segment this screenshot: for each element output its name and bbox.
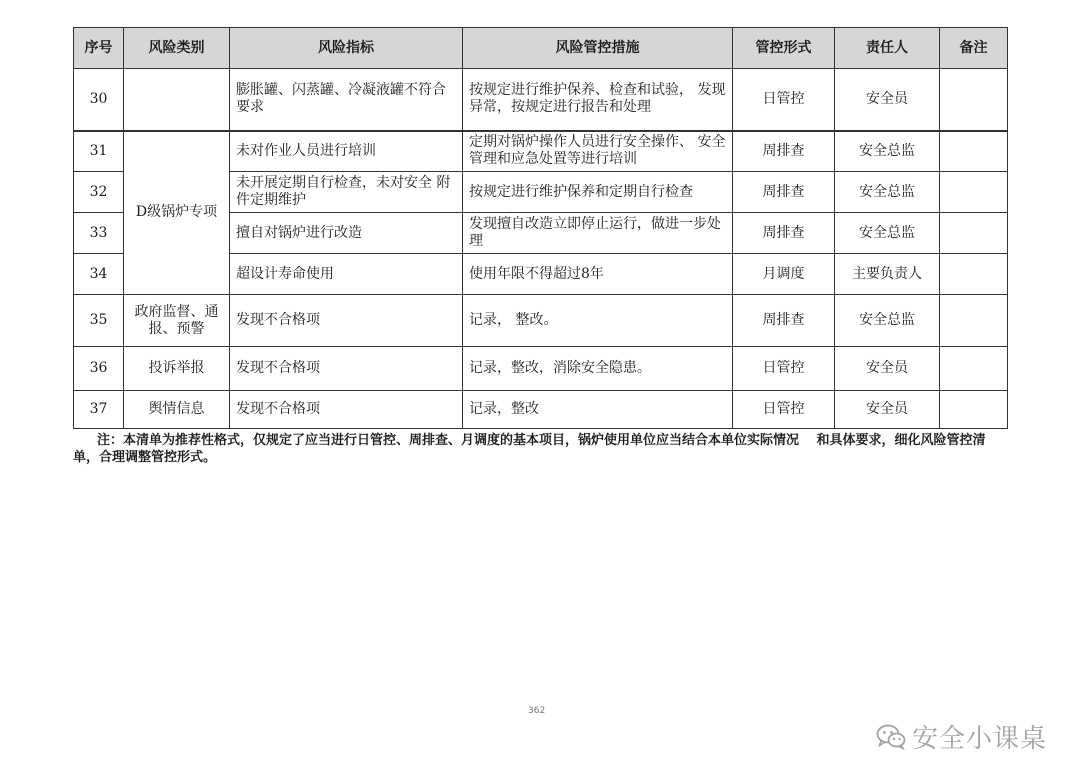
row-indicator: 未开展定期自行检查，未对安全 附件定期维护 xyxy=(230,172,463,213)
row-responsible: 安全总监 xyxy=(835,213,940,254)
header-measure: 风险管控措施 xyxy=(463,28,733,69)
table-header-row xyxy=(74,28,1008,69)
header-form: 管控形式 xyxy=(733,28,835,69)
row-remark xyxy=(940,172,1008,213)
row-measure: 发现擅自改造立即停止运行，做进一步处理 xyxy=(463,213,733,254)
footnote: 注：本清单为推荐性格式，仅规定了应当进行日管控、周排查、月调度的基本项目，锅炉使用单位应当结合本单位实际情况 和具体要求，细化风险管控清单，合理调整管控形式。 xyxy=(73,433,986,465)
row-remark xyxy=(940,69,1008,131)
header-no: 序号 xyxy=(74,28,124,69)
row-control-form: 日管控 xyxy=(733,347,835,391)
watermark-text: 安全小课桌 xyxy=(912,724,1048,754)
risk-control-table xyxy=(73,27,1008,429)
row-category: 投诉举报 xyxy=(124,347,230,391)
row-category xyxy=(124,69,230,131)
row-measure: 使用年限不得超过8年 xyxy=(463,254,733,295)
row-measure: 定期对锅炉操作人员进行安全操作、 安全管理和应急处置等进行培训 xyxy=(463,131,733,172)
table-row xyxy=(74,391,1008,429)
row-control-form: 周排查 xyxy=(733,172,835,213)
table-row xyxy=(74,131,1008,172)
header-category: 风险类别 xyxy=(124,28,230,69)
table-row xyxy=(74,347,1008,391)
row-measure: 按规定进行维护保养和定期自行检查 xyxy=(463,172,733,213)
row-control-form: 周排查 xyxy=(733,295,835,347)
row-number: 34 xyxy=(74,254,124,295)
row-control-form: 日管控 xyxy=(733,69,835,131)
row-control-form: 月调度 xyxy=(733,254,835,295)
row-measure: 按规定进行维护保养、检查和试验， 发现异常，按规定进行报告和处理 xyxy=(463,69,733,131)
row-control-form: 周排查 xyxy=(733,131,835,172)
row-responsible: 安全员 xyxy=(835,391,940,429)
watermark xyxy=(876,718,1047,755)
page-number: 362 xyxy=(528,706,546,716)
row-control-form: 日管控 xyxy=(733,391,835,429)
row-indicator: 未对作业人员进行培训 xyxy=(230,131,463,172)
row-remark xyxy=(940,213,1008,254)
row-number: 32 xyxy=(74,172,124,213)
row-number: 31 xyxy=(74,131,124,172)
row-control-form: 周排查 xyxy=(733,213,835,254)
row-responsible: 安全员 xyxy=(835,69,940,131)
row-measure: 记录，整改，消除安全隐患。 xyxy=(463,347,733,391)
row-remark xyxy=(940,131,1008,172)
row-category: D级锅炉专项 xyxy=(124,131,230,295)
row-number: 33 xyxy=(74,213,124,254)
row-responsible: 安全员 xyxy=(835,347,940,391)
row-indicator: 发现不合格项 xyxy=(230,295,463,347)
row-remark xyxy=(940,391,1008,429)
header-responsible: 责任人 xyxy=(835,28,940,69)
row-category: 政府监督、通报、预警 xyxy=(124,295,230,347)
row-number: 35 xyxy=(74,295,124,347)
row-indicator: 发现不合格项 xyxy=(230,391,463,429)
row-indicator: 膨胀罐、闪蒸罐、冷凝液罐不符合要求 xyxy=(230,69,463,131)
wechat-icon xyxy=(876,724,906,750)
row-responsible: 安全总监 xyxy=(835,131,940,172)
row-remark xyxy=(940,347,1008,391)
row-remark xyxy=(940,254,1008,295)
row-indicator: 发现不合格项 xyxy=(230,347,463,391)
row-measure: 记录，整改 xyxy=(463,391,733,429)
row-number: 37 xyxy=(74,391,124,429)
header-remark: 备注 xyxy=(940,28,1008,69)
row-remark xyxy=(940,295,1008,347)
row-number: 30 xyxy=(74,69,124,131)
row-indicator: 擅自对锅炉进行改造 xyxy=(230,213,463,254)
row-responsible: 安全总监 xyxy=(835,172,940,213)
row-category: 舆情信息 xyxy=(124,391,230,429)
row-number: 36 xyxy=(74,347,124,391)
row-measure: 记录， 整改。 xyxy=(463,295,733,347)
row-responsible: 安全总监 xyxy=(835,295,940,347)
row-indicator: 超设计寿命使用 xyxy=(230,254,463,295)
header-indicator: 风险指标 xyxy=(230,28,463,69)
row-responsible: 主要负责人 xyxy=(835,254,940,295)
table-row xyxy=(74,295,1008,347)
table-row xyxy=(74,69,1008,131)
